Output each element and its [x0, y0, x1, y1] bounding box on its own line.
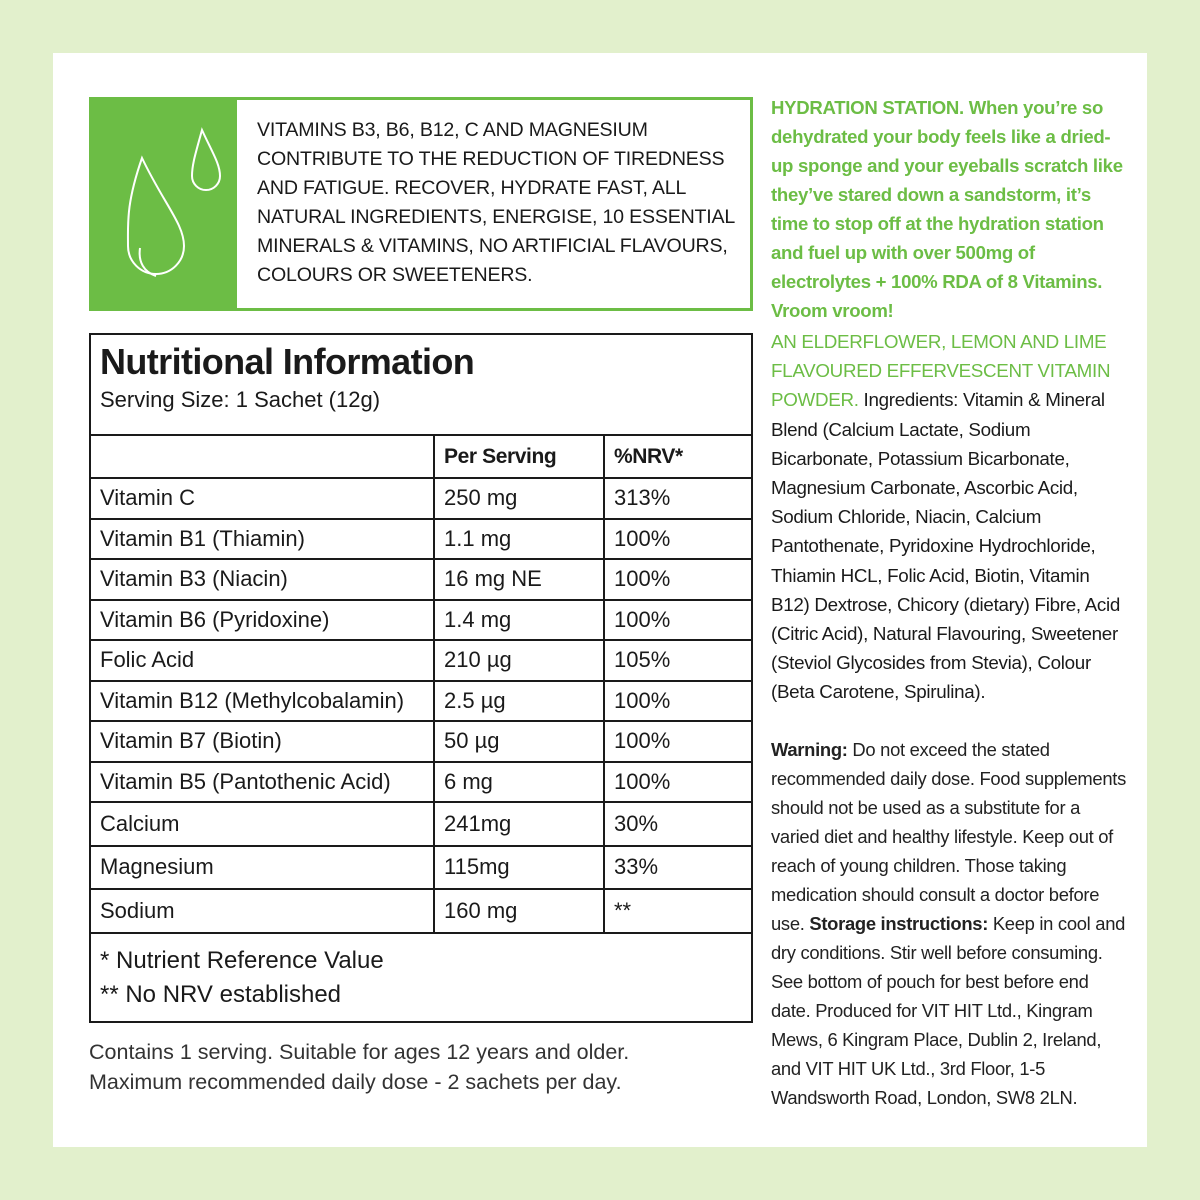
- nutrient-nrv: **: [604, 889, 751, 933]
- nutrition-title: Nutritional Information: [100, 341, 475, 382]
- water-drops-icon: [92, 100, 237, 308]
- header-nutrient: [91, 436, 434, 478]
- nutrient-amount: 1.4 mg: [434, 600, 604, 641]
- nutrient-name: Calcium: [91, 802, 434, 846]
- table-row: [91, 762, 751, 803]
- serving-note-line: Contains 1 serving. Suitable for ages 12 years and older.: [89, 1040, 630, 1064]
- nutrient-name: Vitamin B5 (Pantothenic Acid): [91, 762, 434, 803]
- table-row: [91, 889, 751, 933]
- dose-note-line: Maximum recommended daily dose - 2 sachets per day.: [89, 1070, 622, 1094]
- product-description: AN ELDERFLOWER, LEMON AND LIME FLAVOURED EFFERVESCENT VITAMIN POWDER.: [771, 331, 1111, 411]
- nutrient-amount: 16 mg NE: [434, 559, 604, 600]
- nutrient-nrv: 105%: [604, 640, 751, 681]
- serving-notes: [89, 1037, 629, 1097]
- serving-size: Serving Size: 1 Sachet (12g): [100, 387, 381, 412]
- nutrient-nrv: 100%: [604, 519, 751, 560]
- nutrient-amount: 115mg: [434, 846, 604, 890]
- nutrient-nrv: 100%: [604, 681, 751, 722]
- claims-banner: [89, 97, 753, 311]
- table-row: [91, 640, 751, 681]
- label-panel: [53, 53, 1147, 1147]
- nutrient-name: Vitamin B12 (Methylcobalamin): [91, 681, 434, 722]
- nutrition-panel: [89, 333, 753, 1023]
- storage-label: Storage instructions:: [809, 913, 989, 934]
- footnote-nrv: * Nutrient Reference Value: [100, 946, 384, 974]
- nutrient-name: Vitamin B6 (Pyridoxine): [91, 600, 434, 641]
- nutrient-amount: 250 mg: [434, 478, 604, 519]
- table-row: [91, 721, 751, 762]
- table-row: [91, 559, 751, 600]
- table-row: [91, 519, 751, 560]
- nutrient-name: Vitamin C: [91, 478, 434, 519]
- nutrient-name: Folic Acid: [91, 640, 434, 681]
- table-row: [91, 802, 751, 846]
- nutrient-name: Sodium: [91, 889, 434, 933]
- ingredients-list: Ingredients: Vitamin & Mineral Blend (Calcium Lactate, Sodium Bicarbonate, Potassium Bicarbonate, Magnesium Carbonate, Ascorbic Acid, Sodium Chloride, Niacin, Calcium Pantothenate, Pyridoxine Hydrochloride, Thiamin HCL, Folic Acid, Biotin, Vitamin B12) Dextrose, Chicory (dietary) Fibre, Acid (Citric Acid), Natural Flavouring, Sweetener (Steviol Glycosides from Stevia), Colour (Beta Carotene, Spirulina).: [771, 389, 1120, 703]
- nutrient-amount: 160 mg: [434, 889, 604, 933]
- table-row: [91, 478, 751, 519]
- nutrient-name: Vitamin B1 (Thiamin): [91, 519, 434, 560]
- nutrient-amount: 241mg: [434, 802, 604, 846]
- nutrient-amount: 210 µg: [434, 640, 604, 681]
- nutrient-nrv: 33%: [604, 846, 751, 890]
- nutrient-name: Magnesium: [91, 846, 434, 890]
- warning-block: [771, 735, 1131, 1112]
- nutrient-amount: 6 mg: [434, 762, 604, 803]
- claims-text: VITAMINS B3, B6, B12, C AND MAGNESIUM CONTRIBUTE TO THE REDUCTION OF TIREDNESS AND FATIGUE. RECOVER, HYDRATE FAST, ALL NATURAL INGREDIENTS, ENERGISE, 10 ESSENTIAL MINERALS & VITAMINS, NO ARTIFICIAL FLAVOURS, COLOURS OR SWEETENERS.: [257, 119, 735, 286]
- nutrition-footnotes: [91, 934, 751, 1012]
- nutrient-name: Vitamin B7 (Biotin): [91, 721, 434, 762]
- table-row: [91, 846, 751, 890]
- nutrient-amount: 1.1 mg: [434, 519, 604, 560]
- table-row: [91, 600, 751, 641]
- banner-icon-panel: [92, 100, 237, 308]
- header-per-serving: Per Serving: [434, 436, 604, 478]
- nutrient-name: Vitamin B3 (Niacin): [91, 559, 434, 600]
- header-nrv: %NRV*: [604, 436, 751, 478]
- footnote-no-nrv: ** No NRV established: [100, 980, 342, 1008]
- table-row: [91, 681, 751, 722]
- nutrient-nrv: 100%: [604, 762, 751, 803]
- table-header-row: [91, 436, 751, 478]
- nutrient-nrv: 30%: [604, 802, 751, 846]
- nutrient-amount: 2.5 µg: [434, 681, 604, 722]
- nutrient-nrv: 100%: [604, 721, 751, 762]
- storage-text: Keep in cool and dry conditions. Stir well before consuming. See bottom of pouch for best before end date. Produced for VIT HIT Ltd., Kingram Mews, 6 Kingram Place, Dublin 2, Ireland, and VIT HIT UK Ltd., 3rd Floor, 1-5 Wandsworth Road, London, SW8 2LN.: [771, 913, 1126, 1108]
- nutrient-nrv: 100%: [604, 600, 751, 641]
- warning-label: Warning:: [771, 739, 848, 760]
- nutrition-header: [91, 335, 751, 436]
- ingredients-block: [771, 327, 1131, 707]
- nutrition-table: [91, 436, 751, 934]
- nutrient-nrv: 313%: [604, 478, 751, 519]
- nutrient-amount: 50 µg: [434, 721, 604, 762]
- nutrient-nrv: 100%: [604, 559, 751, 600]
- warning-text: Do not exceed the stated recommended daily dose. Food supplements should not be used as a substitute for a varied diet and healthy lifestyle. Keep out of reach of young children. Those taking medication should consult a doctor before use.: [771, 739, 1126, 934]
- hydration-blurb: HYDRATION STATION. When you’re so dehydrated your body feels like a dried-up sponge and your eyeballs scratch like they’ve stared down a sandstorm, it’s time to stop off at the hydration station and fuel up with over 500mg of electrolytes + 100% RDA of 8 Vitamins. Vroom vroom!: [771, 97, 1123, 321]
